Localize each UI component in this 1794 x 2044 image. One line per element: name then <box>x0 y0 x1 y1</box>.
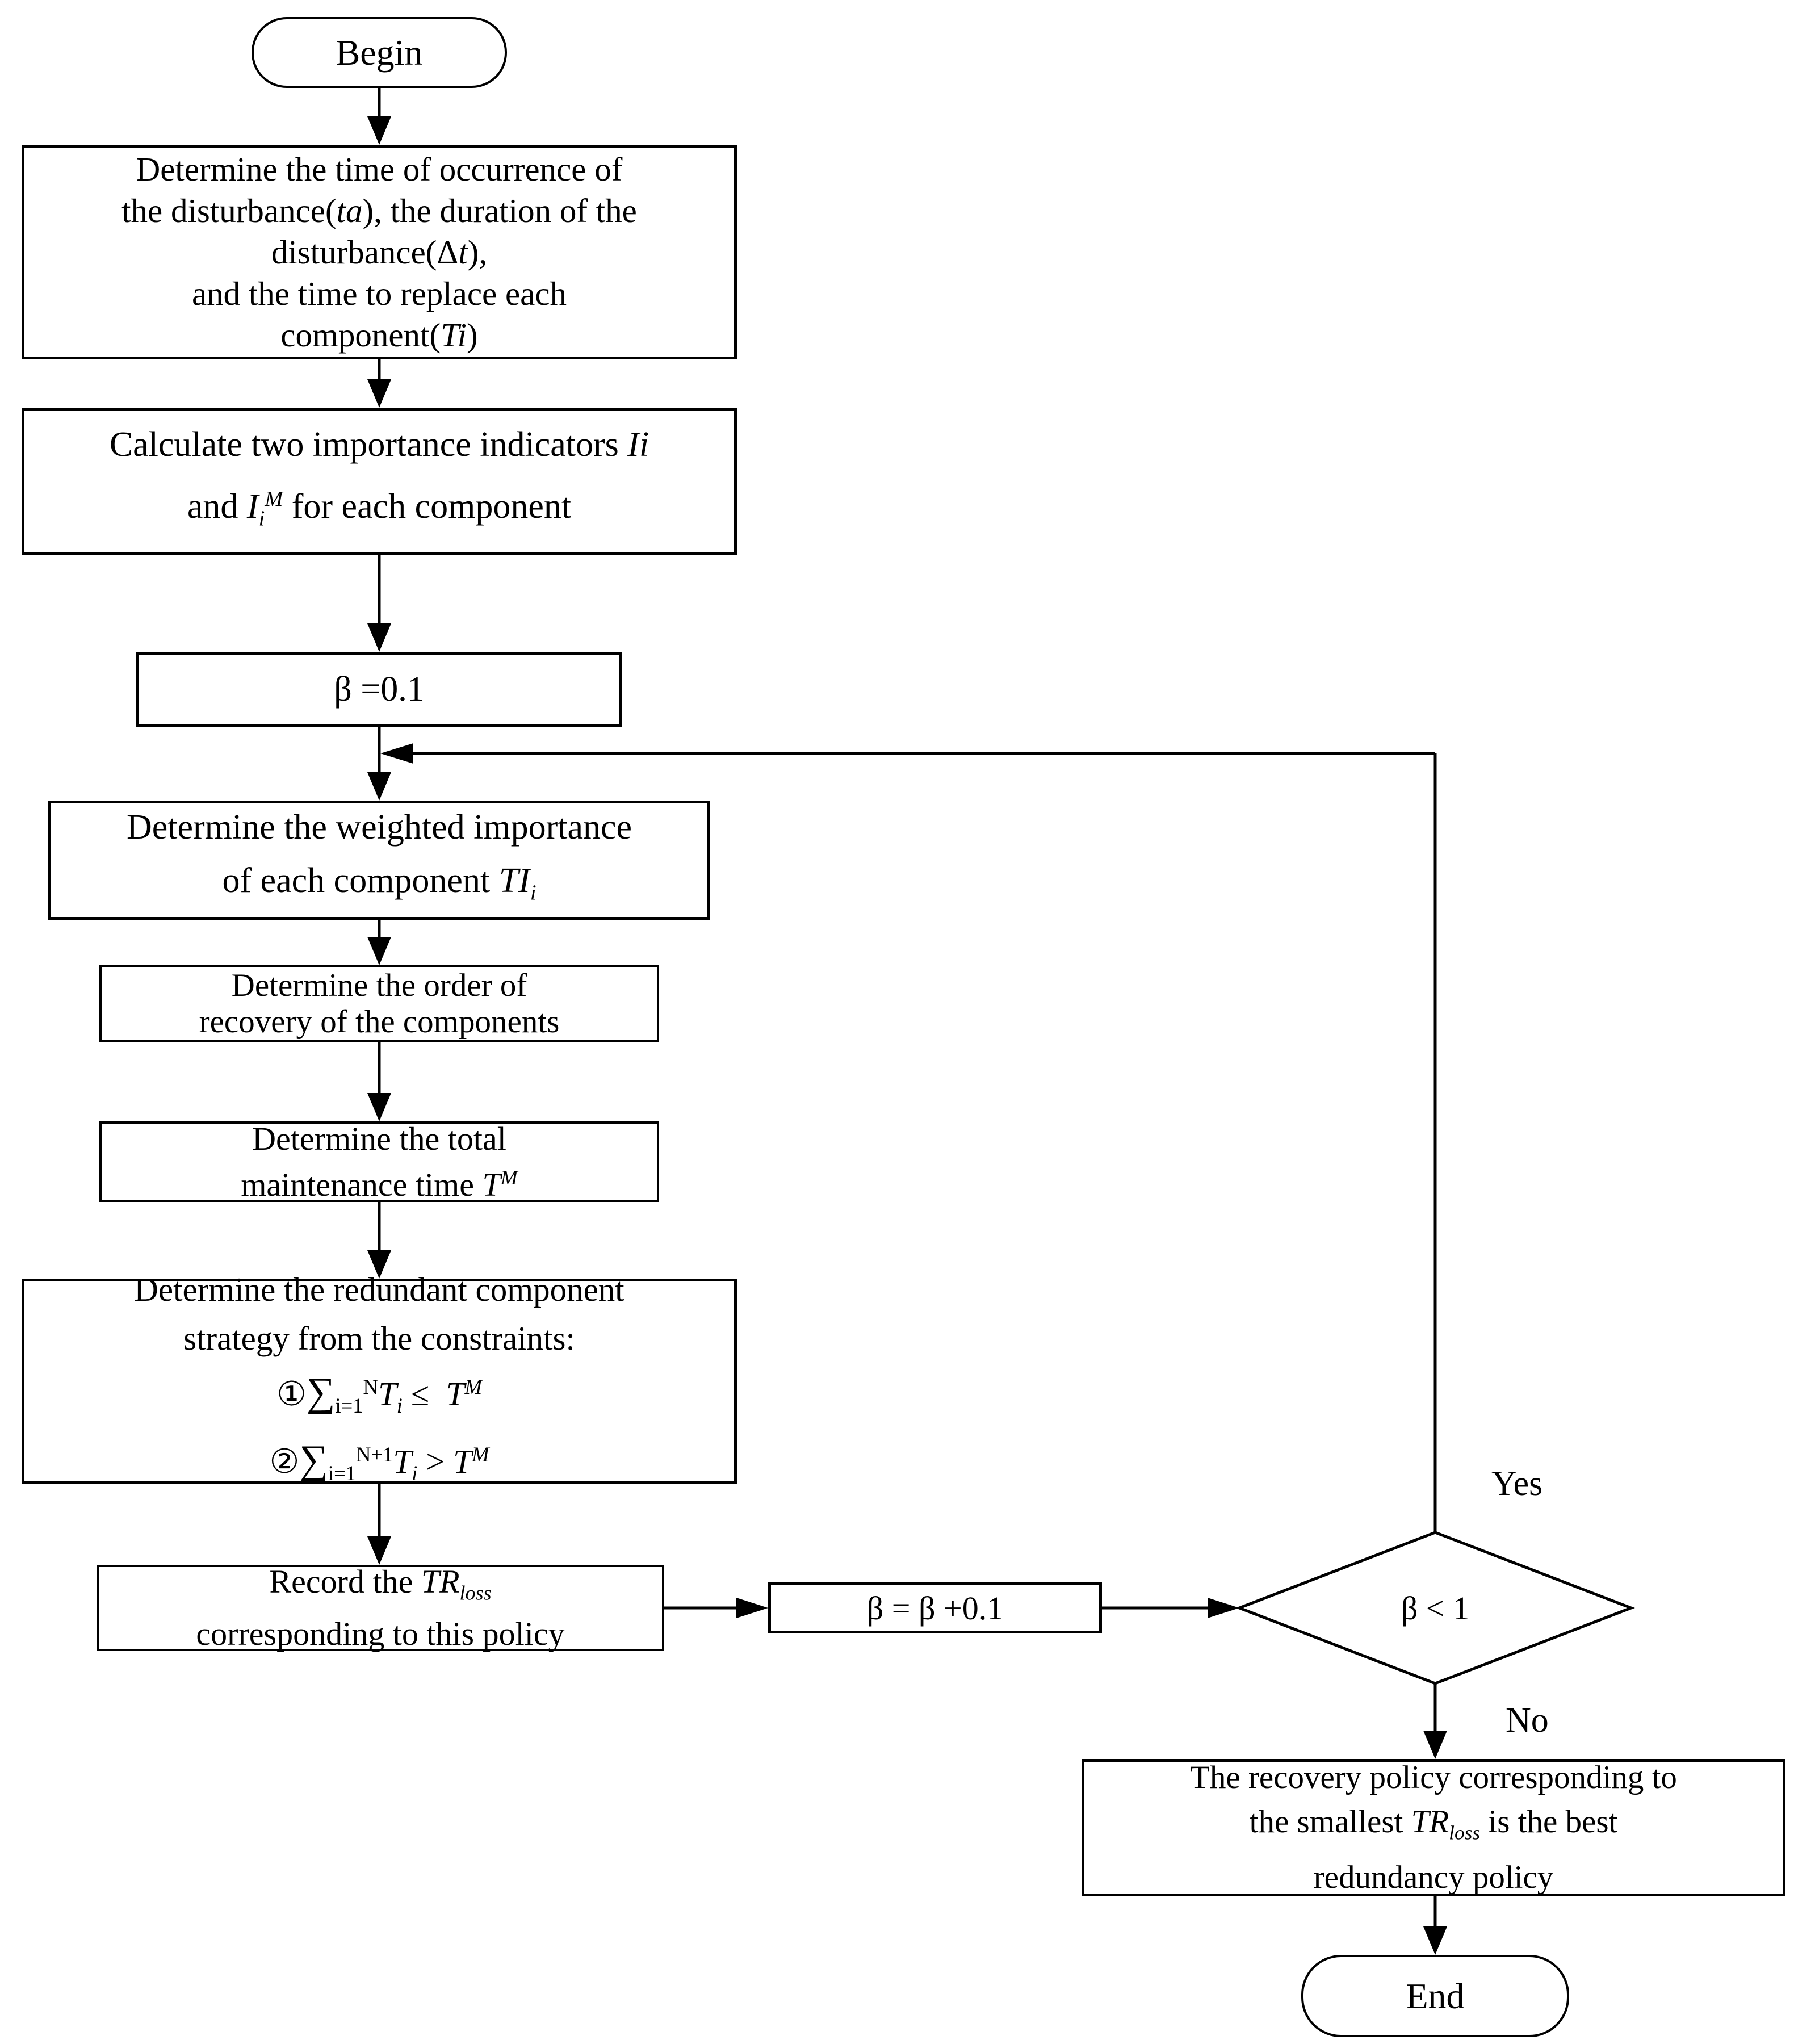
calculate-importance-process: Calculate two importance indicators Ii and $I_i^M$ for each component <box>22 408 737 555</box>
determine-inputs-process: Determine the time of occurrence of the disturbance(ta), the duration of the disturbance(Δt), and the time to replace each component(Ti) <box>22 145 737 359</box>
arrow-beta-update-to-decision <box>1102 1598 1239 1618</box>
arrow-begin-to-inputs <box>367 88 391 145</box>
beta-decision-label: β < 1 <box>1401 1589 1470 1627</box>
begin-terminator: Begin <box>252 17 507 88</box>
arrow-inputs-to-importance <box>367 359 391 408</box>
beta-init-process: β =0.1 <box>136 652 622 727</box>
weighted-importance-process: Determine the weighted importance of each component $TI_i$ <box>48 801 710 920</box>
arrow-beta-init-to-weighted <box>367 727 391 801</box>
beta-increment-process: β = β +0.1 <box>768 1582 1102 1633</box>
arrow-importance-to-beta-init <box>367 555 391 652</box>
total-maintenance-time-process: Determine the total maintenance time $T^M$ <box>99 1121 659 1202</box>
yes-branch-label: Yes <box>1491 1464 1543 1503</box>
best-policy-process: The recovery policy corresponding to the smallest $TR_{loss}$ is the best redundancy policy <box>1082 1759 1785 1896</box>
arrow-final-to-end <box>1423 1896 1447 1955</box>
arrow-record-to-beta-update <box>664 1598 768 1618</box>
no-branch-label: No <box>1506 1701 1549 1740</box>
recovery-order-process: Determine the order of recovery of the components <box>99 965 659 1042</box>
arrow-order-to-total-time <box>367 1042 391 1121</box>
arrow-decision-no-to-final <box>1423 1683 1447 1759</box>
end-terminator: End <box>1301 1955 1569 2037</box>
redundant-strategy-process: Determine the redundant component strategy from the constraints: $①\sum_{i=1}^NT_i \le T^M$ $②\sum_{i=1}^{N+1}T_i > T^M$ <box>22 1279 737 1484</box>
arrow-weighted-to-order <box>367 920 391 965</box>
record-trloss-process: Record the $TR_{loss}$ corresponding to this policy <box>97 1565 664 1651</box>
